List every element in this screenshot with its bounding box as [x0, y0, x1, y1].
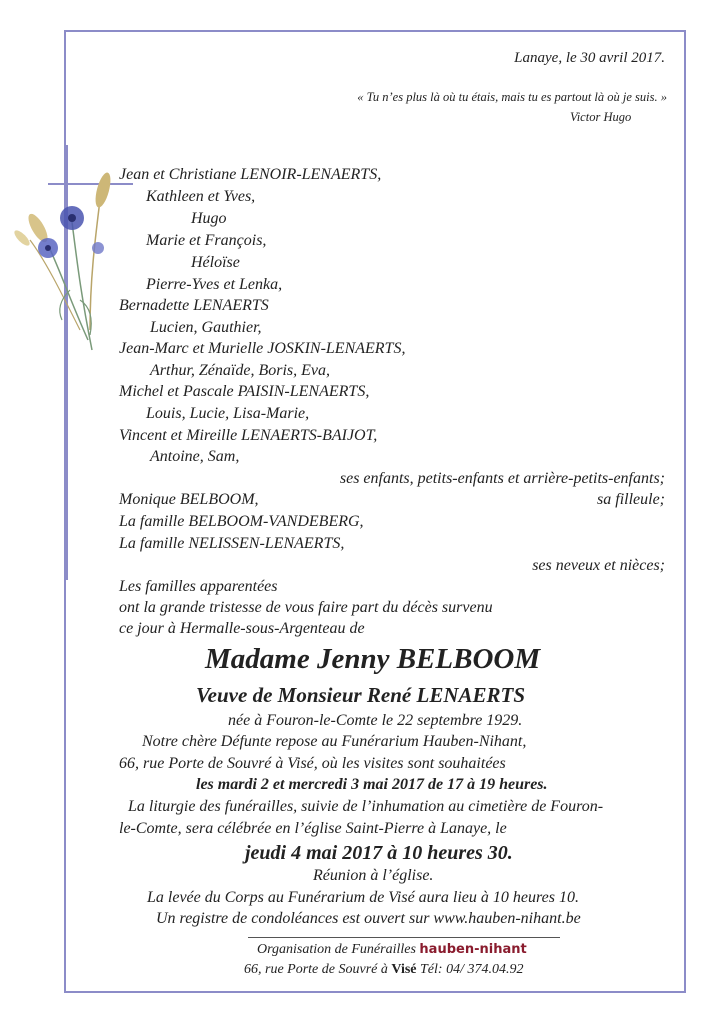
monique-line: Monique BELBOOM,	[119, 491, 259, 508]
deceased-name: Madame Jenny BELBOOM	[205, 643, 541, 675]
family-line: Vincent et Mireille LENAERTS-BAIJOT,	[119, 427, 378, 444]
family-line: Kathleen et Yves,	[146, 188, 256, 205]
footer-org	[257, 942, 527, 958]
city-text: Visé	[391, 962, 417, 977]
address-text: 66, rue Porte de Souvré à	[244, 962, 388, 977]
belboom-family: La famille BELBOOM-VANDEBERG,	[119, 513, 364, 530]
place-date: Lanaye, le 30 avril 2017.	[514, 50, 665, 66]
family-line: Lucien, Gauthier,	[150, 319, 262, 336]
footer-separator	[248, 937, 560, 938]
levee-line: La levée du Corps au Funérarium de Visé aura lieu à 10 heures 10.	[147, 889, 579, 906]
birth-line: née à Fouron-le-Comte le 22 septembre 1929.	[228, 712, 523, 729]
tel-text: Tél: 04/ 374.04.92	[420, 962, 524, 977]
children-label: ses enfants, petits-enfants et arrière-petits-enfants;	[339, 470, 665, 487]
filleule-label: sa filleule;	[597, 491, 665, 508]
footer-address	[244, 962, 523, 978]
family-line: Arthur, Zénaïde, Boris, Eva,	[150, 362, 330, 379]
family-line: Pierre-Yves et Lenka,	[146, 276, 283, 293]
widow-of: Veuve de Monsieur René LENAERTS	[196, 683, 526, 707]
liturgy-line: le-Comte, sera célébrée en l’église Saint-Pierre à Lanaye, le	[119, 820, 507, 837]
family-line: Hugo	[191, 210, 227, 227]
visits-line: les mardi 2 et mercredi 3 mai 2017 de 17 à 19 heures.	[196, 776, 548, 793]
rest-line: 66, rue Porte de Souvré à Visé, où les visites sont souhaitées	[119, 755, 506, 772]
neveux-label: ses neveux et nièces;	[532, 557, 665, 574]
meeting-line: Réunion à l’église.	[313, 867, 434, 884]
ceremony-date: jeudi 4 mai 2017 à 10 heures 30.	[245, 842, 513, 864]
family-line: Marie et François,	[146, 232, 267, 249]
family-line: Antoine, Sam,	[150, 448, 240, 465]
family-line: Jean et Christiane LENOIR-LENAERTS,	[119, 166, 382, 183]
family-line: Jean-Marc et Murielle JOSKIN-LENAERTS,	[119, 340, 406, 357]
apparentees-line: Les familles apparentées	[119, 578, 278, 595]
brand-logo: hauben-nihant	[419, 942, 527, 957]
family-line: Bernadette LENAERTS	[119, 297, 269, 314]
org-label: Organisation de Funérailles	[257, 942, 416, 957]
quote-author: Victor Hugo	[570, 110, 632, 124]
register-line: Un registre de condoléances est ouvert sur www.hauben-nihant.be	[156, 910, 581, 927]
announce-line: ont la grande tristesse de vous faire part du décès survenu	[119, 599, 493, 616]
liturgy-line: La liturgie des funérailles, suivie de l’inhumation au cimetière de Fouron-	[128, 798, 604, 815]
family-line: Michel et Pascale PAISIN-LENAERTS,	[119, 383, 370, 400]
family-line: Héloïse	[191, 254, 240, 271]
family-line: Louis, Lucie, Lisa-Marie,	[146, 405, 310, 422]
nelissen-family: La famille NELISSEN-LENAERTS,	[119, 535, 345, 552]
quote: « Tu n’es plus là où tu étais, mais tu es partout là où je suis. »	[357, 90, 667, 104]
rest-line: Notre chère Défunte repose au Funérarium Hauben-Nihant,	[142, 733, 527, 750]
announce-line: ce jour à Hermalle-sous-Argenteau de	[119, 620, 365, 637]
